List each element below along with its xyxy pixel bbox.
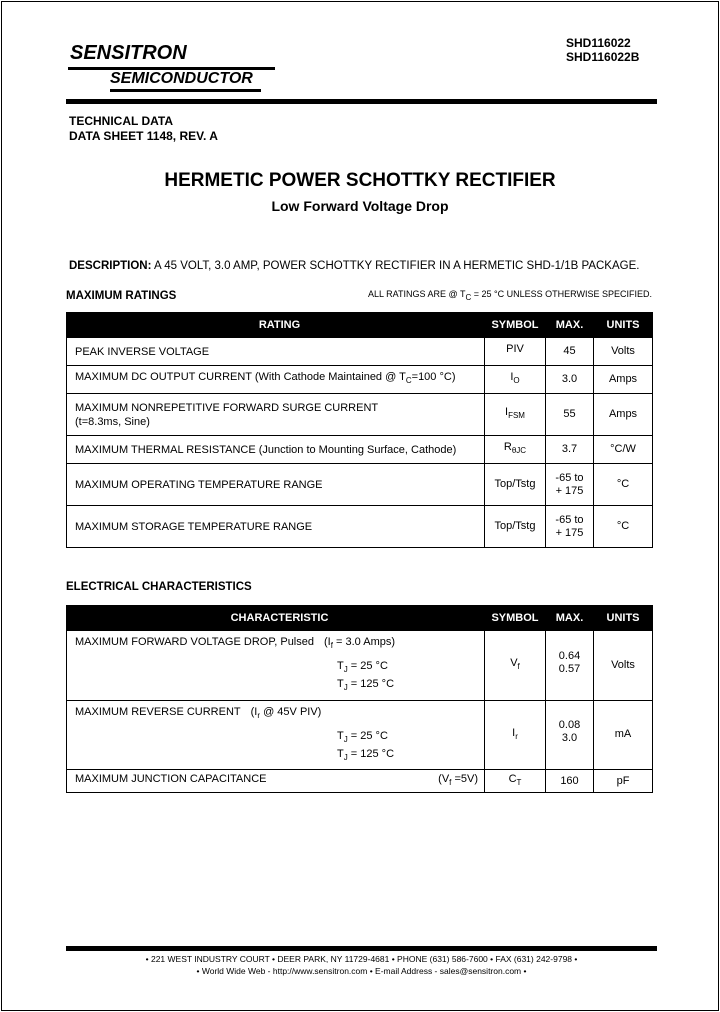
units-cell: °C	[594, 506, 653, 548]
rating-cell: MAXIMUM OPERATING TEMPERATURE RANGE	[67, 464, 485, 506]
max-ratings-title: MAXIMUM RATINGS	[66, 289, 177, 302]
table-row	[67, 436, 653, 464]
max-cell: 0.08 3.0	[546, 700, 594, 770]
description	[69, 260, 669, 272]
max-ratings-table	[66, 312, 653, 548]
header-symbol: SYMBOL	[485, 606, 546, 631]
units-cell: °C	[594, 464, 653, 506]
brand-name: SENSITRON	[68, 42, 275, 70]
part-number-primary: SHD116022	[566, 36, 631, 50]
max-cell: 160	[546, 770, 594, 793]
units-cell: Volts	[594, 631, 653, 701]
title-block	[2, 170, 718, 214]
units-cell: Amps	[594, 394, 653, 436]
max-cell: -65 to + 175	[546, 506, 594, 548]
header-characteristic: CHARACTERISTIC	[67, 606, 485, 631]
max-cell: 45	[546, 338, 594, 366]
header-max: MAX.	[546, 606, 594, 631]
symbol-cell: Top/Tstg	[485, 464, 546, 506]
units-cell: Volts	[594, 338, 653, 366]
electrical-section-header	[66, 581, 652, 593]
symbol-cell: $V_f$	[485, 631, 546, 701]
symbol-cell: Top/Tstg	[485, 506, 546, 548]
max-cell: 0.64 0.57	[546, 631, 594, 701]
symbol-cell: $I_O$	[485, 366, 546, 394]
brand-logo	[68, 42, 275, 92]
table-row	[67, 770, 653, 793]
max-cell: 3.7	[546, 436, 594, 464]
ratings-note-subscript: C	[465, 292, 472, 302]
datasheet-page	[1, 1, 719, 1011]
units-cell: °C/W	[594, 436, 653, 464]
rating-cell: MAXIMUM THERMAL RESISTANCE (Junction to Mounting Surface, Cathode)	[67, 436, 485, 464]
electrical-characteristics-table	[66, 605, 653, 793]
doc-info	[69, 114, 218, 144]
rating-cell: MAXIMUM STORAGE TEMPERATURE RANGE	[67, 506, 485, 548]
table-row	[67, 394, 653, 436]
part-number-secondary: SHD116022B	[566, 50, 640, 64]
header-units: UNITS	[594, 606, 653, 631]
header-units: UNITS	[594, 313, 653, 338]
table-header-row	[67, 606, 653, 631]
rating-cell: MAXIMUM DC OUTPUT CURRENT (With Cathode Maintained @ $T_C=100$ °C)	[67, 366, 485, 394]
brand-subtitle: SEMICONDUCTOR	[110, 70, 261, 92]
rating-cell: MAXIMUM NONREPETITIVE FORWARD SURGE CURRENT (t=8.3ms, Sine)	[67, 394, 485, 436]
table-row	[67, 700, 653, 770]
units-cell: mA	[594, 700, 653, 770]
electrical-title: ELECTRICAL CHARACTERISTICS	[66, 581, 252, 593]
footer-address-line: • 221 WEST INDUSTRY COURT • DEER PARK, NY 11729-4681 • PHONE (631) 586-7600 • FAX (631) 242-9798 •	[145, 954, 578, 964]
header-max: MAX.	[546, 313, 594, 338]
units-cell: pF	[594, 770, 653, 793]
header-rating: RATING	[67, 313, 485, 338]
ratings-note	[368, 289, 652, 302]
header-divider	[66, 99, 657, 104]
footer	[66, 954, 657, 977]
table-row	[67, 631, 653, 701]
table-row	[67, 366, 653, 394]
table-row	[67, 464, 653, 506]
max-cell: 3.0	[546, 366, 594, 394]
header-symbol: SYMBOL	[485, 313, 546, 338]
footer-web-line: • World Wide Web - http://www.sensitron.com • E-mail Address - sales@sensitron.com •	[196, 965, 527, 976]
symbol-cell: $C_T$	[485, 770, 546, 793]
rating-cell: PEAK INVERSE VOLTAGE	[67, 338, 485, 366]
max-cell: -65 to + 175	[546, 464, 594, 506]
symbol-cell: PIV	[485, 338, 546, 366]
characteristic-cell: MAXIMUM REVERSE CURRENT ($I_r$ @ 45V PIV) $T_J = 25$ °C $T_J = 125$ °C	[67, 700, 485, 770]
max-cell: 55	[546, 394, 594, 436]
table-row	[67, 338, 653, 366]
characteristic-cell: MAXIMUM JUNCTION CAPACITANCE $(V_f =5V)$	[67, 770, 485, 793]
ratings-note-text: ALL RATINGS ARE @ T	[367, 289, 466, 299]
symbol-cell: $I_r$	[485, 700, 546, 770]
page-title: HERMETIC POWER SCHOTTKY RECTIFIER	[164, 170, 556, 191]
characteristic-cell: MAXIMUM FORWARD VOLTAGE DROP, Pulsed ($I_f = 3.0$ Amps) $T_J = 25$ °C $T_J = 125$ °C	[67, 631, 485, 701]
symbol-cell: $R_{\theta JC}$	[485, 436, 546, 464]
footer-divider	[66, 946, 657, 951]
description-text: A 45 VOLT, 3.0 AMP, POWER SCHOTTKY RECTIFIER IN A HERMETIC SHD-1/1B PACKAGE.	[151, 260, 640, 272]
units-cell: Amps	[594, 366, 653, 394]
symbol-cell: $I_{FSM}$	[485, 394, 546, 436]
max-ratings-section-header	[66, 289, 652, 302]
doc-sheet-line: DATA SHEET 1148, REV. A	[69, 129, 218, 143]
ratings-note-text-2: = 25 °C UNLESS OTHERWISE SPECIFIED.	[471, 289, 652, 299]
description-label: DESCRIPTION:	[69, 260, 152, 272]
part-numbers	[566, 36, 639, 64]
table-row	[67, 506, 653, 548]
doc-type-line: TECHNICAL DATA	[69, 114, 173, 128]
table-header-row	[67, 313, 653, 338]
page-subtitle: Low Forward Voltage Drop	[271, 198, 449, 214]
